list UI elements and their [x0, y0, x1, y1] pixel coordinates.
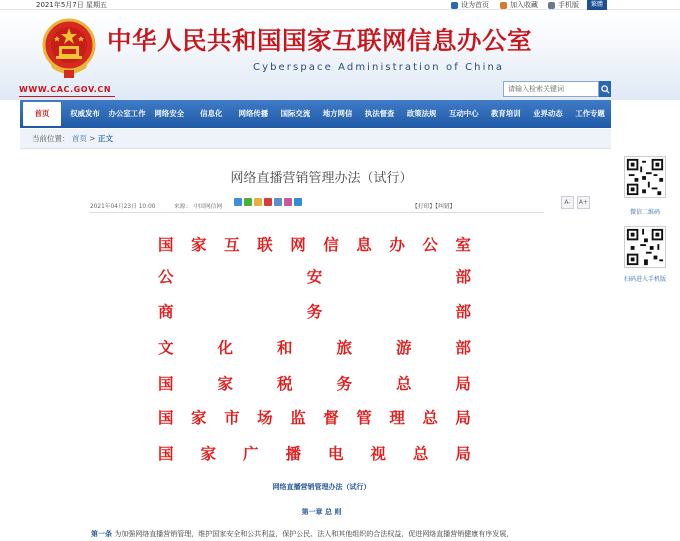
breadcrumb-separator: >	[89, 134, 96, 143]
domain-underline	[19, 96, 115, 97]
article-container	[54, 150, 589, 541]
article-1-label: 第一条	[91, 530, 112, 538]
nav-item-local[interactable]: 地方网信	[322, 109, 353, 118]
article-source: 来源： 中国网信网	[174, 204, 223, 210]
wechat-qr-caption: 微信二维码	[629, 209, 660, 216]
breadcrumb-prefix: 当前位置：	[32, 134, 70, 143]
site-subtitle: Cyberspace Administration of China	[253, 62, 505, 73]
site-domain: WWW.CAC.GOV.CN	[19, 85, 112, 94]
traditional-chinese-tab[interactable]: 繁體	[587, 0, 607, 10]
share-weibo-icon[interactable]	[264, 198, 272, 206]
agency-line: 国 家 互 联 网 信 息 办 公 室	[158, 235, 471, 254]
article-paragraph-1	[91, 529, 571, 539]
home-icon	[451, 2, 458, 9]
share-qzone-icon[interactable]	[254, 198, 262, 206]
phone-icon	[548, 2, 555, 9]
article-date: 2021年04月23日 10:00	[90, 204, 156, 210]
agency-line: 国 家 市 场 监 督 管 理 总 局	[158, 408, 471, 427]
mobile-qr-caption: 扫码进入手机版	[623, 276, 666, 283]
share-tencent-icon[interactable]	[274, 198, 282, 206]
main-nav	[20, 100, 611, 128]
nav-item-industry[interactable]: 业界动态	[533, 109, 563, 118]
breadcrumb-home-link[interactable]: 首页	[71, 134, 87, 143]
share-buttons	[234, 198, 302, 206]
top-utility-bar	[0, 0, 680, 10]
agency-line: 文 化 和 旅 游 部	[158, 338, 471, 357]
agency-line: 公 安 部	[158, 267, 471, 286]
national-emblem-icon	[42, 18, 96, 80]
add-favorite-link[interactable]: 加入收藏	[500, 0, 538, 10]
chapter-heading: 第一章 总 则	[301, 508, 342, 516]
search-button[interactable]	[599, 81, 611, 97]
document-title: 网络直播营销管理办法（试行）	[272, 483, 371, 491]
nav-item-informatization[interactable]: 信息化	[200, 109, 223, 118]
nav-item-training[interactable]: 教育培训	[491, 109, 521, 118]
agency-line: 国 家 税 务 总 局	[158, 374, 471, 393]
current-date: 2021年5月7日 星期五	[36, 1, 107, 9]
nav-item-international[interactable]: 国际交流	[280, 109, 311, 118]
nav-item-enforcement[interactable]: 执法督查	[364, 109, 395, 118]
nav-item-policy[interactable]: 政策法规	[406, 109, 437, 118]
site-title: 中华人民共和国国家互联网信息办公室	[107, 26, 532, 55]
set-homepage-link[interactable]: 设为首页	[451, 0, 489, 10]
share-plus-icon[interactable]	[234, 198, 242, 206]
nav-item-office-work[interactable]: 办公室工作	[108, 109, 146, 118]
nav-item-communication[interactable]: 网络传播	[238, 109, 269, 118]
breadcrumb	[20, 129, 611, 149]
share-wechat-icon[interactable]	[244, 198, 252, 206]
nav-item-authoritative[interactable]: 权威发布	[70, 109, 100, 118]
share-douban-icon[interactable]	[294, 198, 302, 206]
font-increase-button[interactable]: A+	[577, 196, 590, 209]
font-size-controls	[561, 196, 590, 209]
agency-line: 国 家 广 播 电 视 总 局	[158, 444, 471, 463]
wechat-qr-code	[624, 156, 666, 198]
share-renren-icon[interactable]	[284, 198, 292, 206]
agency-line: 商 务 部	[158, 302, 471, 321]
nav-item-topics[interactable]: 工作专题	[575, 109, 605, 118]
nav-item-cybersecurity[interactable]: 网络安全	[154, 109, 184, 118]
nav-item-home[interactable]: 首页	[23, 102, 61, 126]
meta-divider	[90, 212, 544, 213]
mobile-qr-code	[624, 226, 666, 268]
article-title: 网络直播营销管理办法（试行）	[230, 171, 413, 186]
mobile-version-link[interactable]: 手机版	[548, 0, 579, 10]
font-decrease-button[interactable]: A-	[561, 196, 574, 209]
breadcrumb-current: 正文	[97, 134, 113, 143]
star-icon	[500, 2, 507, 9]
search-icon	[601, 85, 610, 94]
nav-item-interaction[interactable]: 互动中心	[448, 109, 479, 118]
print-correct-links[interactable]: 【打印】【纠错】	[412, 204, 456, 210]
search-input[interactable]: 请输入检索关键词	[503, 81, 599, 97]
article-1-text: 为加强网络直播营销管理，维护国家安全和公共利益，保护公民、法人和其他组织的合法权益，促进网络直播营销健康有序发展，	[112, 530, 514, 538]
